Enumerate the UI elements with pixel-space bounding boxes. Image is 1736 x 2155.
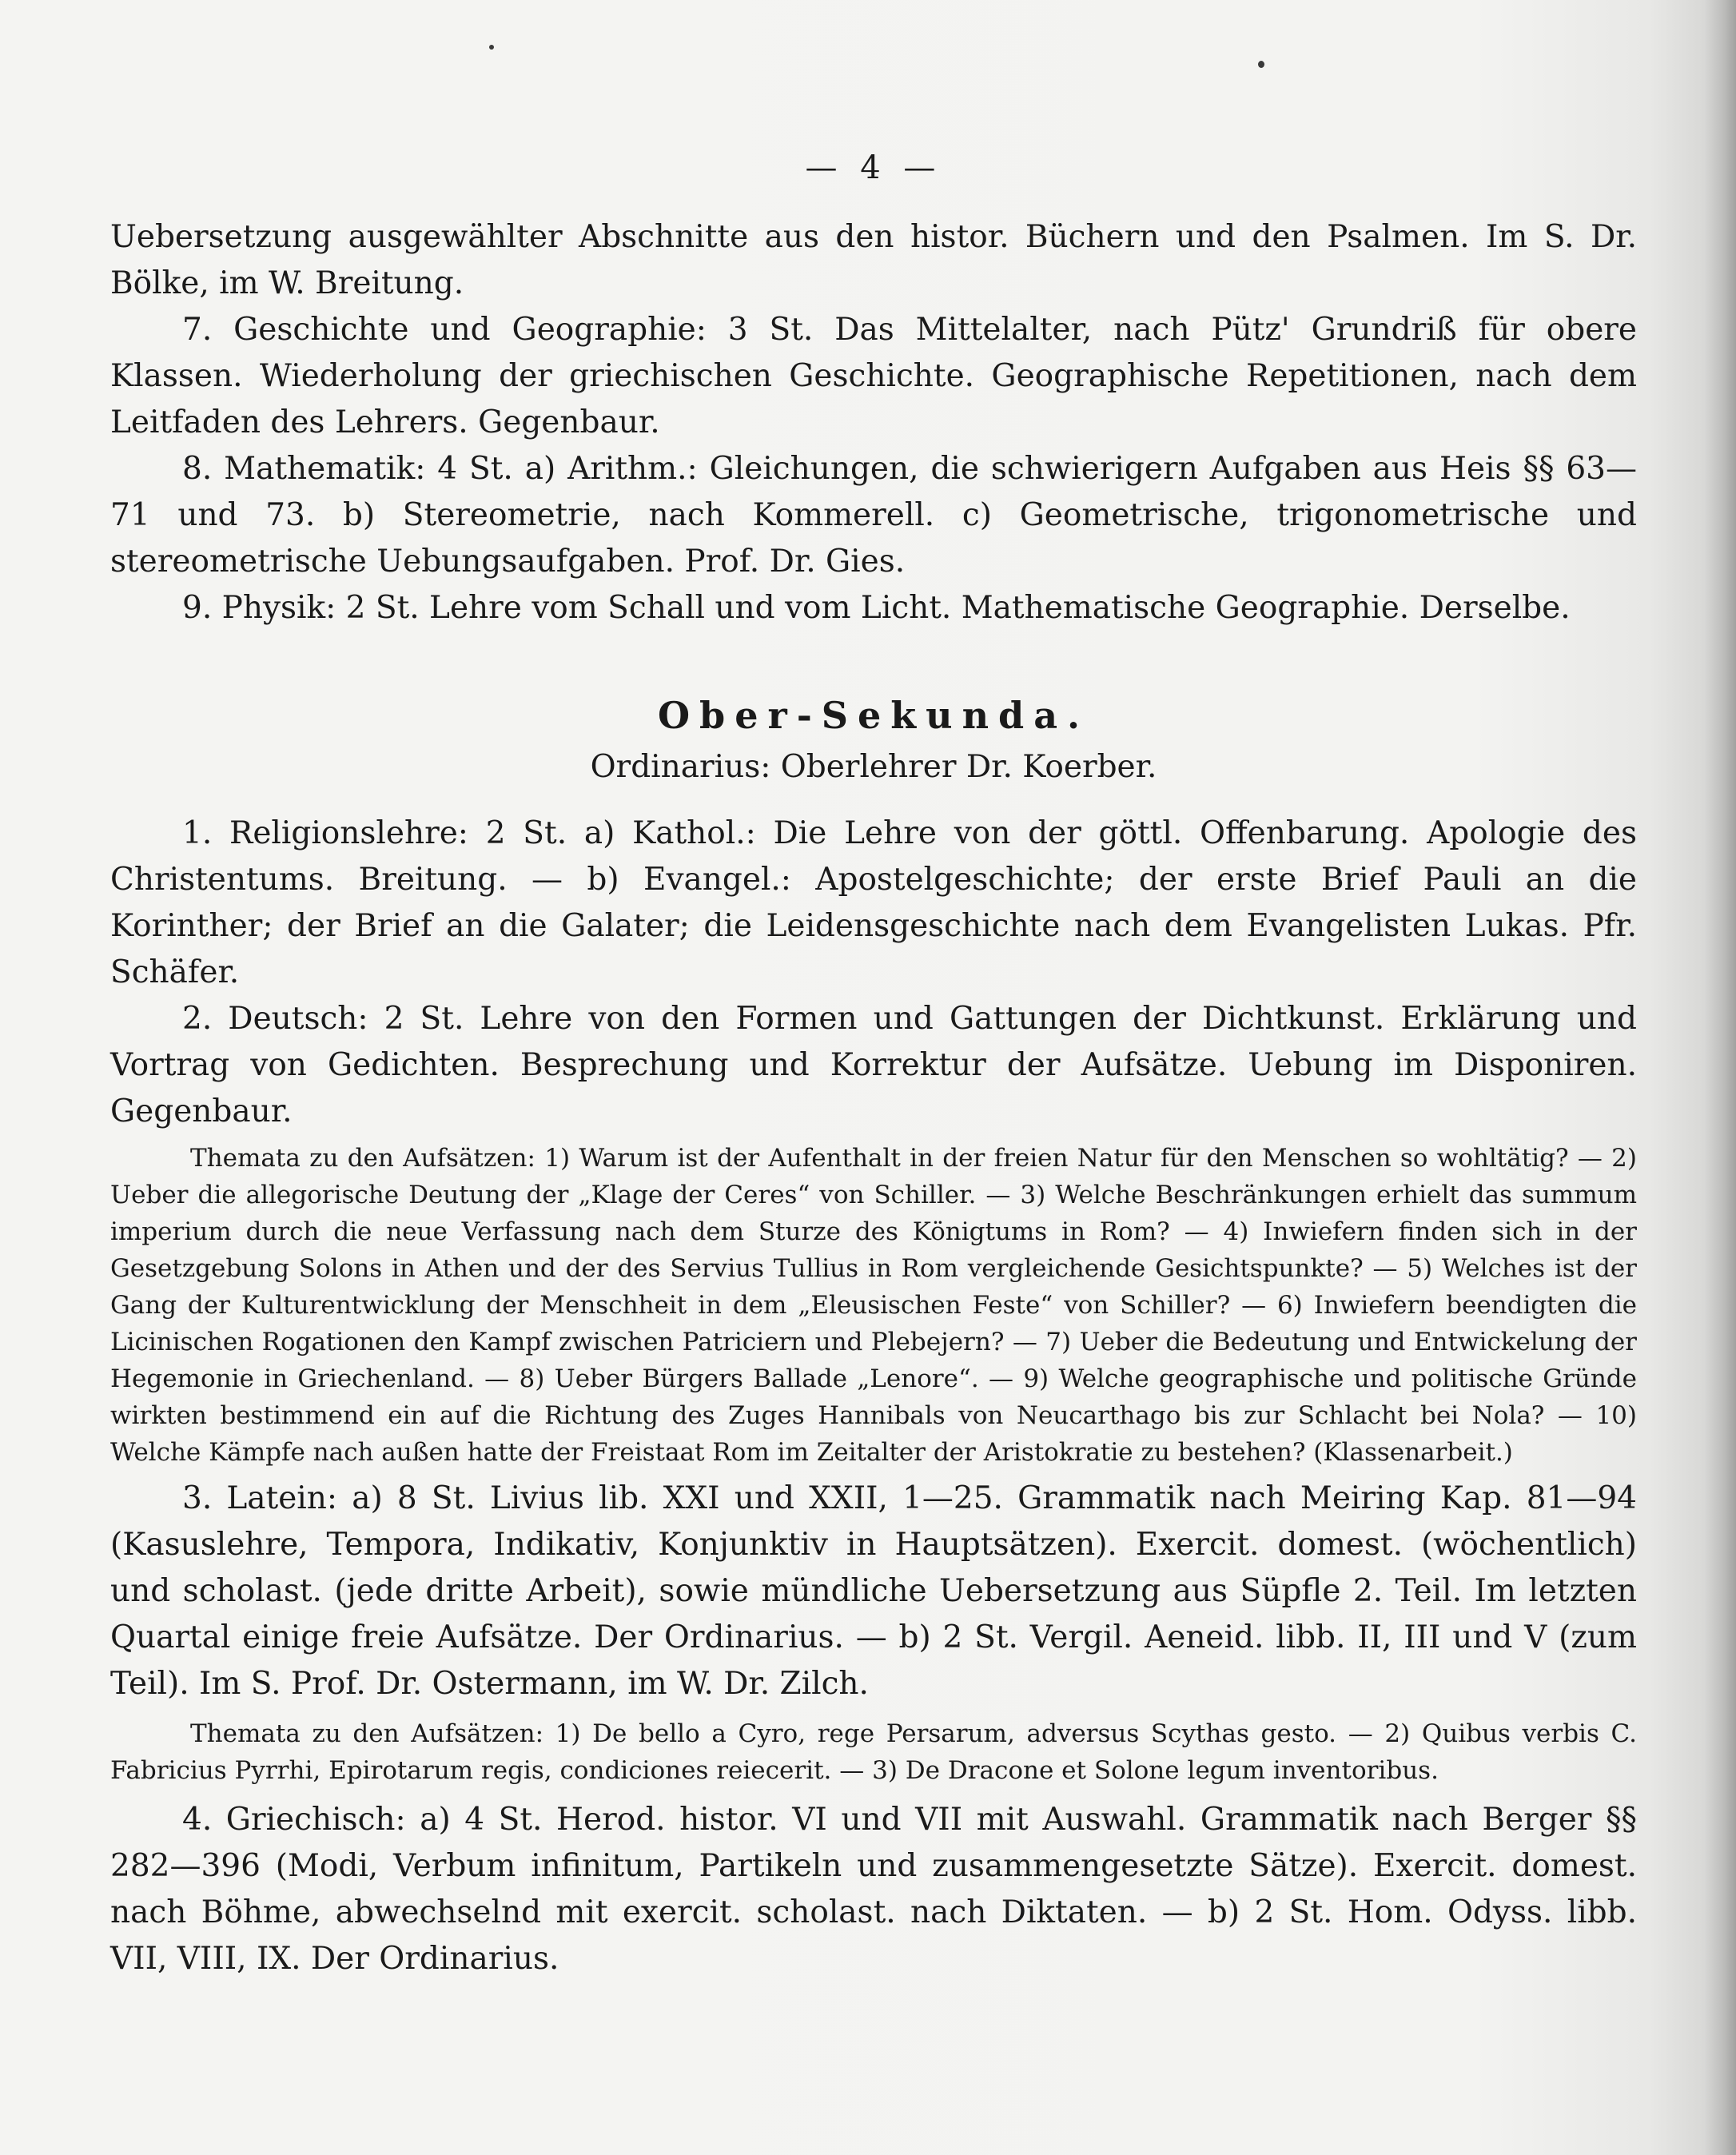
latein-themata: Themata zu den Aufsätzen: 1) De bello a Cyro, rege Persarum, adversus Scythas gesto. — 2) Quibus verbis C. Fabricius Pyrrhi, Epirotarum regis, condiciones reiecerit. — 3) De Dracone et Solone legum inventoribus. bbox=[110, 1719, 1637, 1785]
section-heading: Ober-Sekunda. bbox=[657, 694, 1090, 737]
ink-speck bbox=[1258, 61, 1264, 68]
page-edge-shadow bbox=[1704, 0, 1736, 2155]
paragraph-religion: 1. Religionslehre: 2 St. a) Kathol.: Die Lehre von der göttl. Offenbarung. Apologie des Christentums. Breitung. — b) Evangel.: Apostelgeschichte; der erste Brief Pauli an die Korinther; der Brief an die Galater; die Leidensgeschichte nach dem Evangelisten Lukas. Pfr. Schäfer. bbox=[110, 815, 1637, 990]
paragraph-mathematik: 8. Mathematik: 4 St. a) Arithm.: Gleichungen, die schwierigern Aufgaben aus Heis §§ 63—71 und 73. b) Stereometrie, nach Kommerell. c) Geometrische, trigonometrische und stereometrische Uebungsaufgaben. Prof. Dr. Gies. bbox=[110, 451, 1637, 580]
page-content bbox=[110, 144, 1637, 1982]
paragraph-deutsch: 2. Deutsch: 2 St. Lehre von den Formen und Gattungen der Dichtkunst. Erklärung und Vortrag von Gedichten. Besprechung und Korrektur der Aufsätze. Uebung im Disponiren. Gegenbaur. bbox=[110, 1001, 1637, 1129]
deutsch-themata: Themata zu den Aufsätzen: 1) Warum ist der Aufenthalt in der freien Natur für den Menschen so wohltätig? — 2) Ueber die allegorische Deutung der „Klage der Ceres“ von Schiller. — 3) Welche Beschränkungen erhielt das summum imperium durch die neue Verfassung nach dem Sturze des Königtums in Rom? — 4) Inwiefern finden sich in der Gesetzgebung Solons in Athen und der des Servius Tullius in Rom vergleichende Gesichtspunkte? — 5) Welches ist der Gang der Kulturentwicklung der Menschheit in dem „Eleusischen Feste“ von Schiller? — 6) Inwiefern beendigten die Licinischen Rogationen den Kampf zwischen Patriciern und Plebejern? — 7) Ueber die Bedeutung und Entwickelung der Hegemonie in Griechenland. — 8) Ueber Bürgers Ballade „Lenore“. — 9) Welche geographische und politische Gründe wirkten bestimmend ein auf die Richtung des Zuges Hannibals von Neucarthago bis zur Schlacht bei Nola? — 10) Welche Kämpfe nach außen hatte der Freistaat Rom im Zeitalter der Aristokratie zu bestehen? (Klassenarbeit.) bbox=[110, 1144, 1637, 1467]
paragraph-psalmen: Uebersetzung ausgewählter Abschnitte aus den histor. Büchern und den Psalmen. Im S. Dr. Bölke, im W. Breitung. bbox=[110, 219, 1637, 301]
paragraph-latein: 3. Latein: a) 8 St. Livius lib. XXI und XXII, 1—25. Grammatik nach Meiring Kap. 81—94 (Kasuslehre, Tempora, Indikativ, Konjunktiv in Hauptsätzen). Exercit. domest. (wöchentlich) und scholast. (jede dritte Arbeit), sowie mündliche Uebersetzung aus Süpfle 2. Teil. Im letzten Quartal einige freie Aufsätze. Der Ordinarius. — b) 2 St. Vergil. Aeneid. libb. II, III und V (zum Teil). Im S. Prof. Dr. Ostermann, im W. Dr. Zilch. bbox=[110, 1480, 1637, 1702]
page-number: — 4 — bbox=[805, 149, 942, 186]
paragraph-physik: 9. Physik: 2 St. Lehre vom Schall und vom Licht. Mathematische Geographie. Derselbe. bbox=[182, 590, 1571, 626]
ordinarius-line: Ordinarius: Oberlehrer Dr. Koerber. bbox=[590, 749, 1157, 785]
paragraph-geschichte: 7. Geschichte und Geographie: 3 St. Das Mittelalter, nach Pütz' Grundriß für obere Klassen. Wiederholung der griechischen Geschichte. Geographische Repetitionen, nach dem Leitfaden des Lehrers. Gegenbaur. bbox=[110, 312, 1637, 440]
ink-speck bbox=[489, 45, 494, 50]
paragraph-griechisch: 4. Griechisch: a) 4 St. Herod. histor. VI und VII mit Auswahl. Grammatik nach Berger §§ 282—396 (Modi, Verbum infinitum, Partikeln und zusammengesetzte Sätze). Exercit. domest. nach Böhme, abwechselnd mit exercit. scholast. nach Diktaten. — b) 2 St. Hom. Odyss. libb. VII, VIII, IX. Der Ordinarius. bbox=[110, 1802, 1637, 1977]
